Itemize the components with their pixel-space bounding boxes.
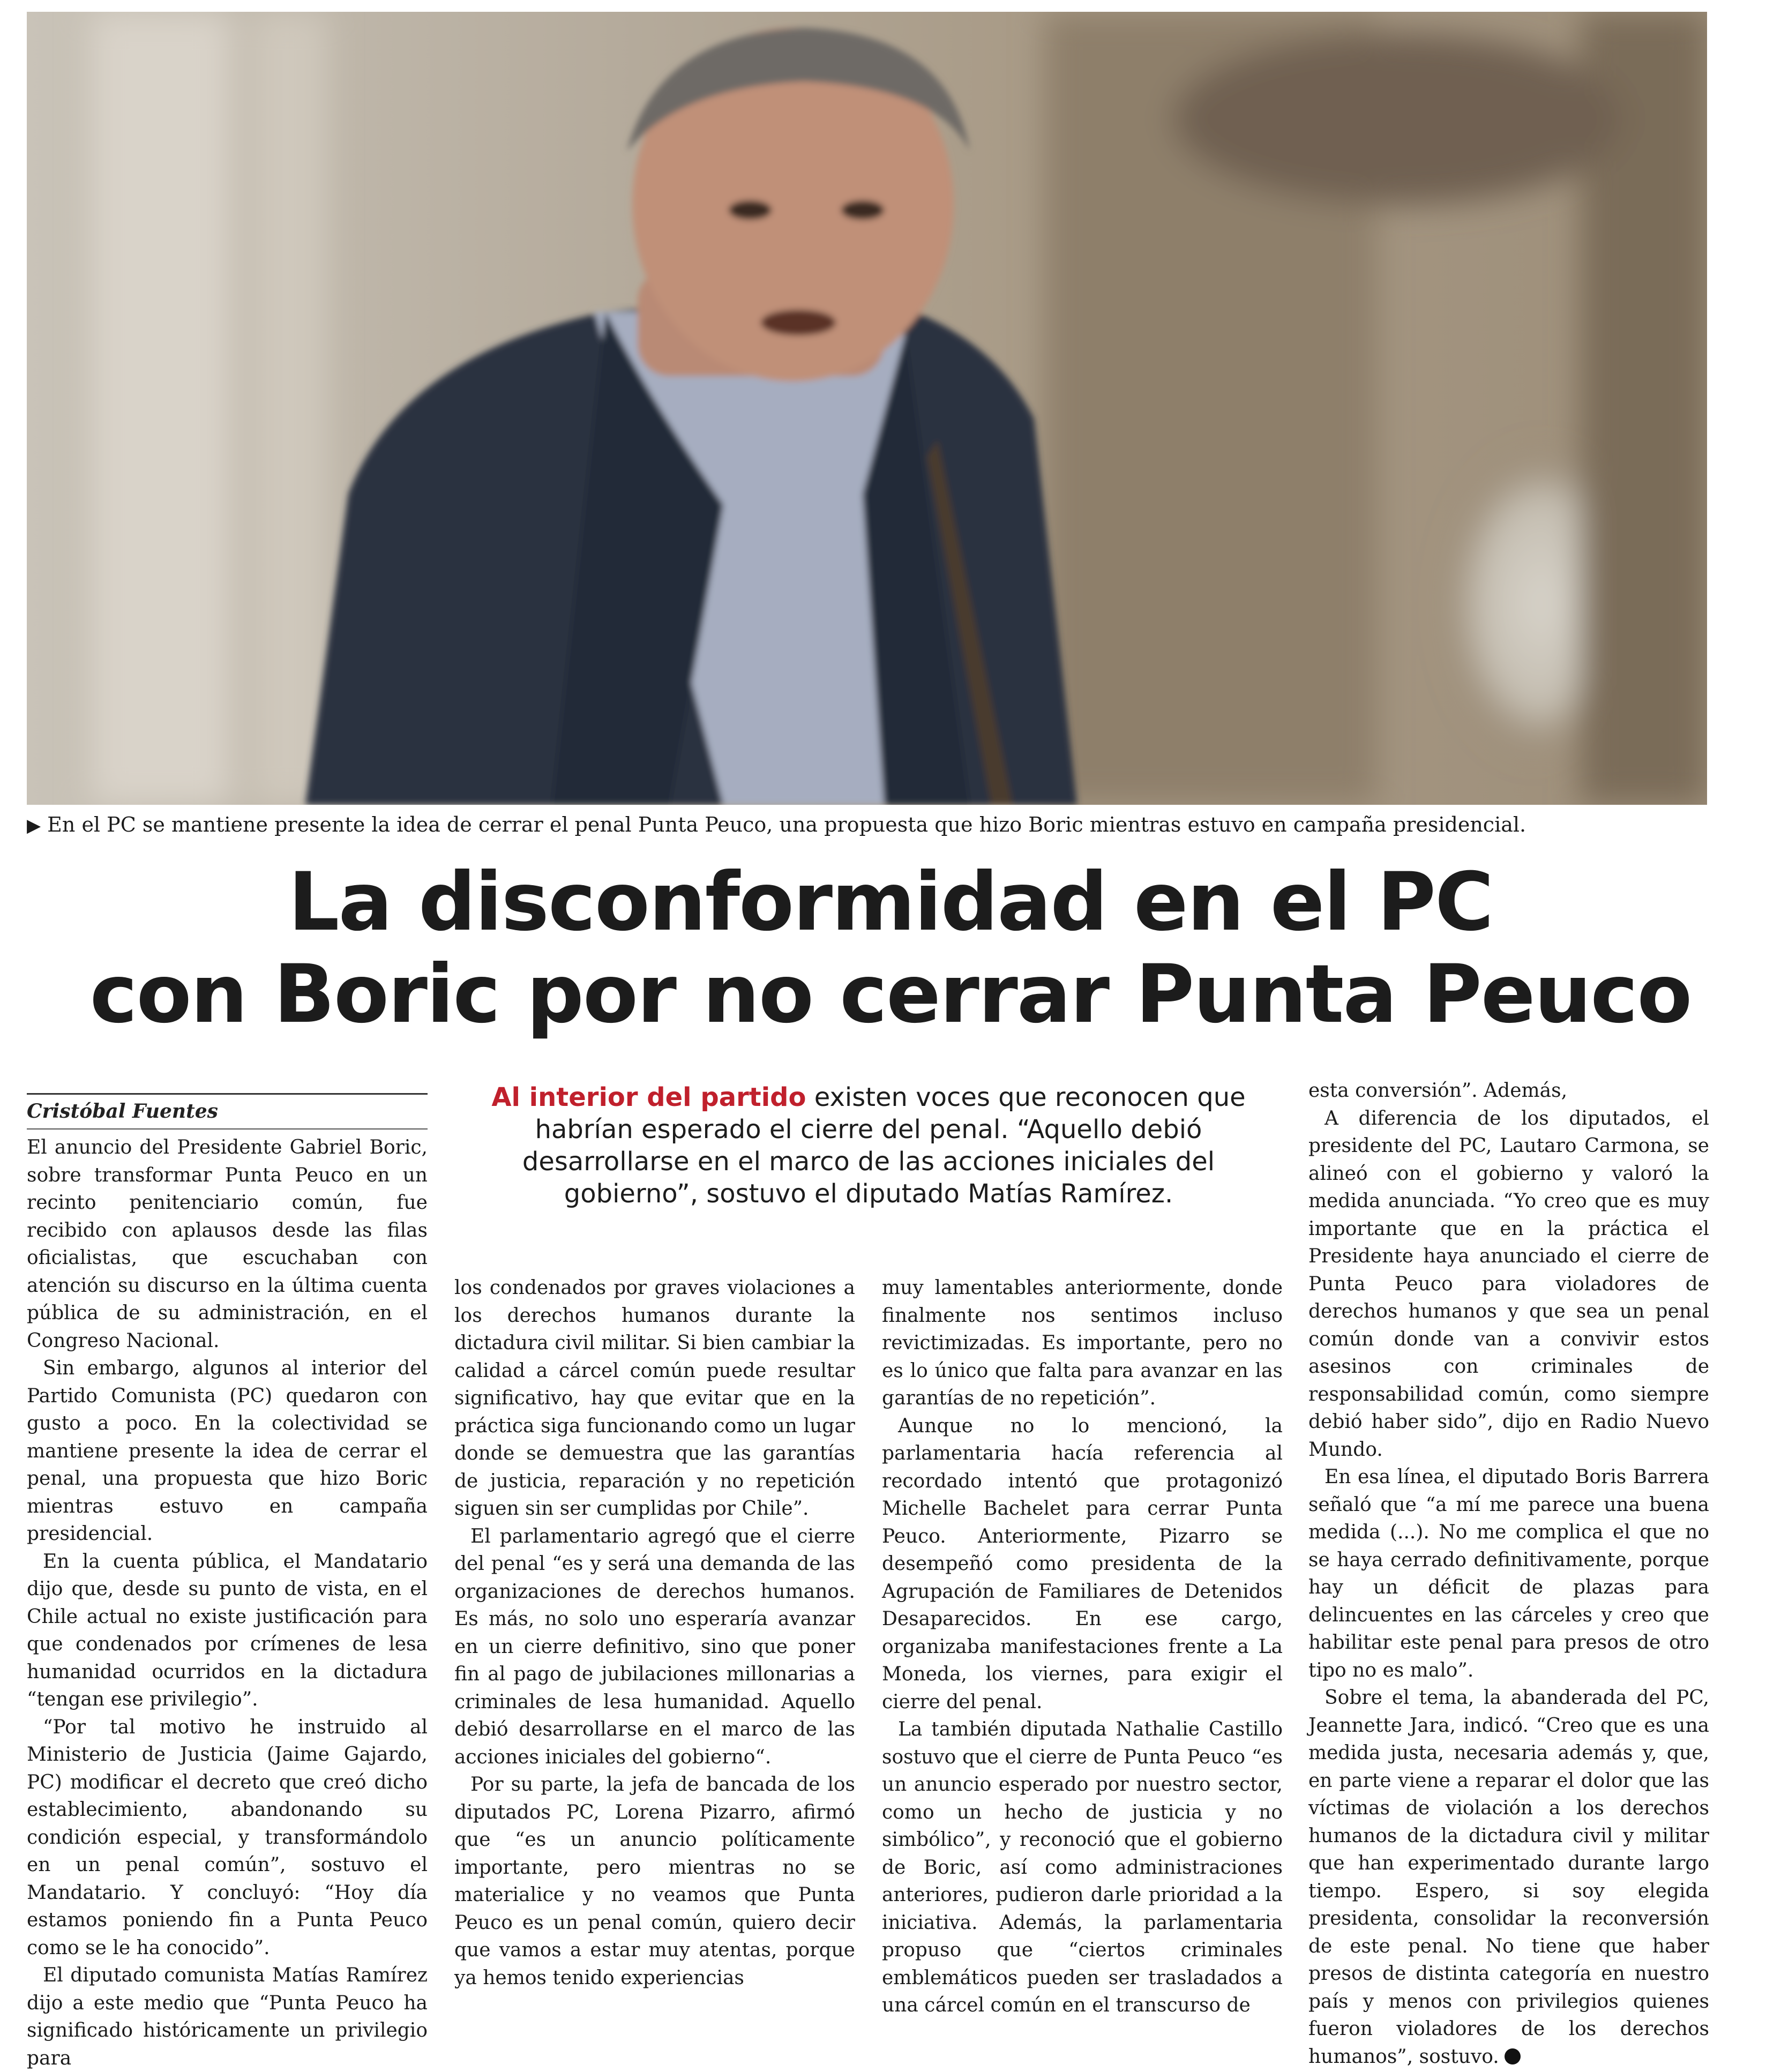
- headline: [0, 856, 1781, 1041]
- paragraph: los condenados por graves violaciones a los derechos humanos durante la dictadura civil militar. Si bien cambiar la calidad a cárcel común puede resultar significativo, hay que evitar que en la práctica siga funcionando como un lugar donde se demuestra que las garantías de justicia, reparación y no repetición siguen sin ser cumplidas por Chile”.: [454, 1277, 855, 1520]
- paragraph: Sin embargo, algunos al interior del Partido Comunista (PC) quedaron con gusto a poco. En la colectividad se mantiene presente la idea de cerrar el penal, una propuesta que hizo Boric mientras estuvo en campaña presidencial.: [27, 1357, 428, 1545]
- paragraph: Aunque no lo mencionó, la parlamentaria hacía referencia al recordado intentó que protagonizó Michelle Bachelet para cerrar Punta Peuco. Anteriormente, Pizarro se desempeñó como presidenta de la Agrupación de Familiares de Detenidos Desaparecidos. En ese cargo, organizaba manifestaciones frente a La Moneda, los viernes, para exigir el cierre del penal.: [882, 1415, 1283, 1713]
- pull-quote-text: existen voces que reconocen que habrían esperado el cierre del penal. “Aquello debió desarrollarse en el marco de las acciones iniciales del gobierno”, sostuvo el diputado Matías Ramírez.: [522, 1082, 1246, 1209]
- byline-rule-top: [27, 1093, 428, 1095]
- paragraph: El diputado comunista Matías Ramírez dijo a este medio que “Punta Peuco ha significado históricamente un privilegio para: [27, 1964, 428, 2069]
- paragraph: El parlamentario agregó que el cierre del penal “es y será una demanda de las organizaciones de derechos humanos. Es más, no solo uno esperaría avanzar en un cierre definitivo, sino que poner fin al pago de jubilaciones millonarias a criminales de lesa humanidad. Aquello debió desarrollarse en el marco de las acciones iniciales del gobierno“.: [454, 1525, 855, 1768]
- paragraph: “Por tal motivo he instruido al Ministerio de Justicia (Jaime Gajardo, PC) modificar el decreto que creó dicho establecimiento, abandonando su condición especial, y transformándolo en un penal común”, sostuvo el Mandatario. Y concluyó: “Hoy día estamos poniendo fin a Punta Peuco como se le ha conocido”.: [27, 1716, 428, 1959]
- byline-rule-bottom: [27, 1128, 428, 1129]
- paragraph: En esa línea, el diputado Boris Barrera señaló que “a mí me parece una buena medida (...). No me complica el que no se haya cerrado definitivamente, porque hay un déficit de plazas para delincuentes en las cárceles y creo que habilitar este penal para presos de otro tipo no es malo”.: [1308, 1466, 1709, 1681]
- paragraph-last: [1308, 1684, 1709, 2070]
- paragraph: La también diputada Nathalie Castillo sostuvo que el cierre de Punta Peuco “es un anuncio esperado por nuestro sector, como un hecho de justicia y no simbólico”, y reconoció que el gobierno de Boric, así como administraciones anteriores, pudieron darle prioridad a la iniciativa. Además, la parlamentaria propuso que “ciertos criminales emblemáticos pueden ser trasladados a una cárcel común en el transcurso de: [882, 1718, 1283, 2016]
- end-of-article-icon: [1505, 2048, 1521, 2064]
- headline-line-1: La disconformidad en el PC: [288, 856, 1493, 949]
- paragraph: esta conversión”. Además,: [1308, 1080, 1568, 1102]
- article-column-4: [1308, 1077, 1709, 2070]
- paragraph: Por su parte, la jefa de bancada de los diputados PC, Lorena Pizarro, afirmó que “es un anuncio políticamente importante, pero mientras no se materialice y no veamos que Punta Peuco es un penal común, quiero decir que vamos a estar muy atentas, porque ya hemos tenido experiencias: [454, 1774, 855, 1989]
- caption-triangle-icon: ▶: [27, 815, 41, 836]
- photo-caption: ▶ En el PC se mantiene presente la idea de cerrar el penal Punta Peuco, una propuesta que hizo Boric mientras estuvo en campaña presidencial.: [27, 809, 1707, 841]
- pull-quote-lead: Al interior del partido: [491, 1082, 806, 1112]
- paragraph: El anuncio del Presidente Gabriel Boric, sobre transformar Punta Peuco en un recinto penitenciario común, fue recibido con aplausos desde las filas oficialistas, que escuchaban con atención su discurso en la última cuenta pública de su administración, en el Congreso Nacional.: [27, 1136, 428, 1352]
- article-column-2: [454, 1274, 855, 1992]
- paragraph-text: Sobre el tema, la abanderada del PC, Jeannette Jara, indicó. “Creo que es una medida justa, necesaria además y, que, en parte viene a reparar el dolor que las víctimas de violación a los derechos humanos de la dictadura civil y militar que han experimentado durante largo tiempo. Espero, si soy elegida presidenta, consolidar la reconversión de este penal. No tiene que haber presos de distinta categoría en nuestro país y menos con privilegios quienes fueron violadores de los derechos humanos”, sostuvo.: [1308, 1687, 1709, 2068]
- paragraph: muy lamentables anteriormente, donde finalmente nos sentimos incluso revictimizadas. Es importante, pero no es lo único que falta para avanzar en las garantías de no repetición”.: [882, 1277, 1283, 1409]
- headline-line-2: con Boric por no cerrar Punta Peuco: [89, 948, 1692, 1041]
- pull-quote: [454, 1081, 1283, 1210]
- paragraph: En la cuenta pública, el Mandatario dijo que, desde su punto de vista, en el Chile actual no existe justificación para que condenados por crímenes de lesa humanidad ocurridos en la dictadura “tengan ese privilegio”.: [27, 1550, 428, 1710]
- article-column-3: [882, 1274, 1283, 2019]
- man-portrait-icon: [27, 12, 1707, 805]
- byline: Cristóbal Fuentes: [27, 1100, 218, 1123]
- article-column-1: [27, 1134, 428, 2072]
- paragraph: A diferencia de los diputados, el presidente del PC, Lautaro Carmona, se alineó con el gobierno y valoró la medida anunciada. “Yo creo que es muy importante que en la práctica el Presidente haya anunciado el cierre de Punta Peuco para violadores de derechos humanos y que sea un penal común donde van a convivir estos asesinos con criminales de responsabilidad común, como siempre debió haber sido”, dijo en Radio Nuevo Mundo.: [1308, 1107, 1709, 1461]
- article-photo: [27, 12, 1707, 805]
